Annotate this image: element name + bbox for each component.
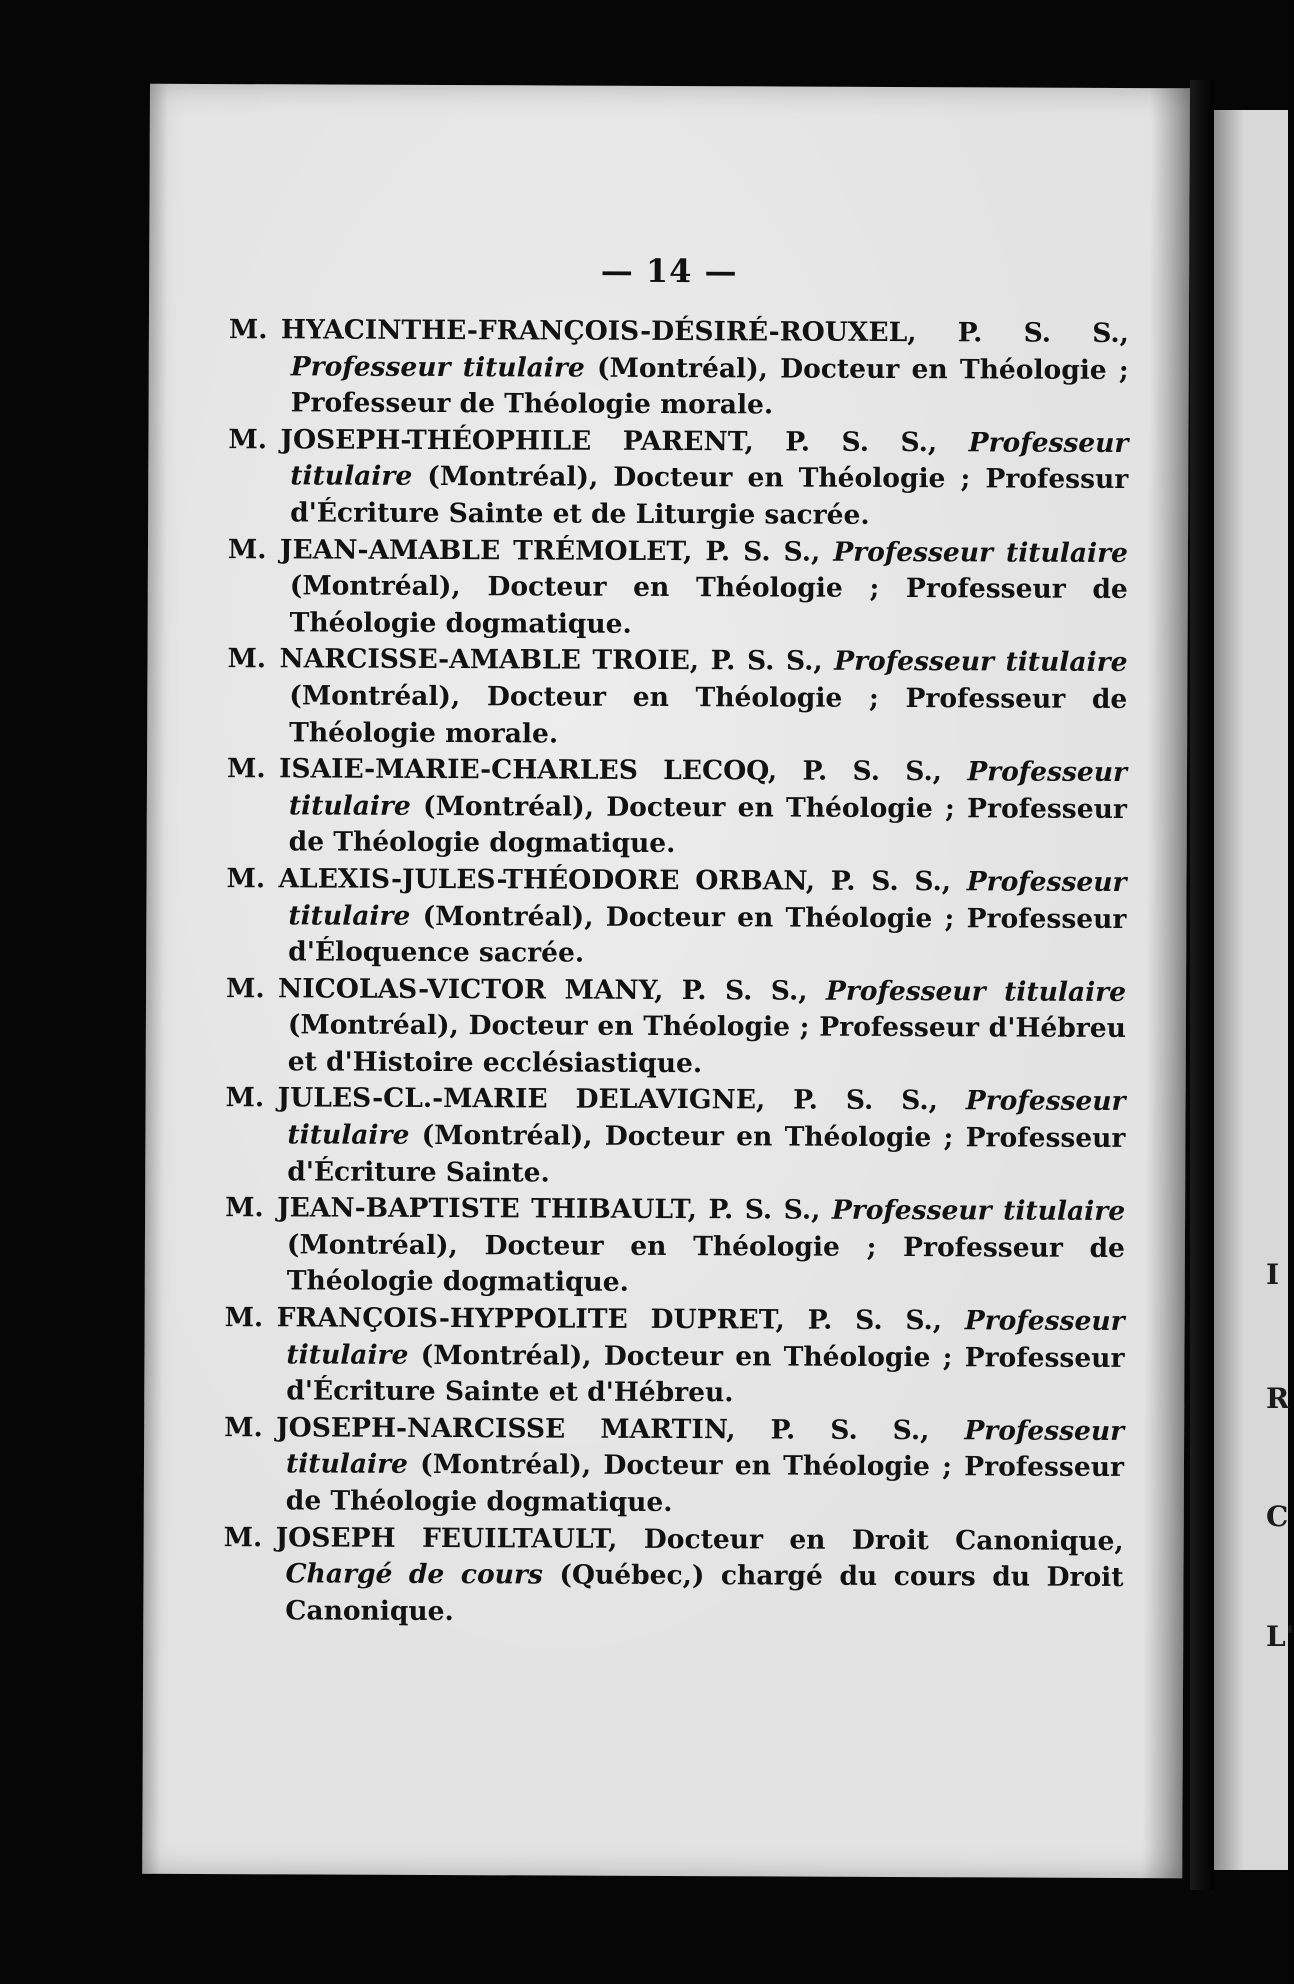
faculty-entry (229, 312, 1129, 426)
adjacent-page-edge (1214, 110, 1288, 1870)
faculty-entry (225, 1190, 1125, 1304)
book-page (142, 84, 1190, 1879)
entry-details: (Montréal), Docteur en Théologie ; Professeur de Théologie morale. (289, 680, 1128, 750)
entry-name: JOSEPH-THÉOPHILE PARENT, P. S. S., (280, 424, 938, 458)
faculty-entry (227, 641, 1127, 755)
faculty-entry (225, 1081, 1125, 1195)
entry-details: (Montréal), Docteur en Théologie ; Professeur de Théologie dogmatique. (289, 570, 1128, 640)
entry-name: JULES-CL.-MARIE DELAVIGNE, P. S. S., (277, 1082, 938, 1117)
faculty-entry (226, 861, 1126, 975)
faculty-entry (227, 751, 1127, 865)
entry-details: (Montréal), Docteur en Théologie ; Professeur d'Écriture Sainte. (287, 1119, 1126, 1189)
entry-title: Professeur titulaire (288, 866, 1127, 932)
entry-honorific: M. (226, 862, 266, 895)
entry-name: NARCISSE-AMABLE TROIE, P. S. S., (279, 643, 823, 678)
entry-title: Professeur titulaire (834, 646, 1128, 679)
adjacent-page-letter: C (1266, 1500, 1289, 1533)
book-gutter (1190, 80, 1214, 1890)
entry-details: (Montréal), Docteur en Théologie ; Professeur de Théologie morale. (290, 352, 1129, 421)
faculty-entry (224, 1410, 1124, 1524)
entry-title: Professeur titulaire (288, 756, 1128, 822)
entry-details: (Québec,) chargé du cours du Droit Canonique. (285, 1559, 1124, 1627)
entry-details: (Montréal), Docteur en Théologie ; Professeur de Théologie dogmatique. (285, 1449, 1125, 1519)
entry-details: (Montréal), Docteur en Théologie ; Professeur d'Écriture Sainte et d'Hébreu. (286, 1339, 1125, 1409)
faculty-entry (224, 1300, 1124, 1414)
entry-name: NICOLAS-VICTOR MANY, P. S. S., (277, 972, 808, 1007)
faculty-entry (228, 422, 1128, 536)
entry-honorific: M. (226, 753, 266, 785)
faculty-list (223, 312, 1129, 1633)
adjacent-page-letter: R (1266, 1382, 1290, 1415)
adjacent-page-letter: I (1266, 1258, 1280, 1291)
entry-honorific: M. (227, 643, 267, 675)
entry-title: Professeur titulaire (287, 1085, 1126, 1151)
entry-name: JOSEPH-NARCISSE MARTIN, P. S. S., (276, 1412, 930, 1446)
entry-honorific: M. (224, 1302, 264, 1334)
entry-details: (Montréal), Docteur en Théologie ; Professeur d'Éloquence sacrée. (288, 900, 1127, 969)
entry-name: HYACINTHE-FRANÇOIS-DÉSIRÉ-ROUXEL, P. S. S., (280, 314, 1129, 350)
entry-honorific: M. (227, 533, 267, 565)
entry-details: (Montréal), Docteur en Théologie ; Professeur de Théologie dogmatique. (288, 790, 1127, 860)
entry-name: ISAIE-MARIE-CHARLES LECOQ, P. S. S., (278, 753, 942, 788)
entry-honorific: M. (228, 423, 268, 456)
entry-name: FRANÇOIS-HYPPOLITE DUPRET, P. S. S., (276, 1302, 943, 1337)
entry-name: ALEXIS-JULES-THÉODORE ORBAN, P. S. S., (278, 863, 952, 898)
page-number: — 14 — (600, 251, 738, 291)
entry-name: JEAN-AMABLE TRÉMOLET, P. S. S., (279, 533, 821, 568)
entry-title: Professeur titulaire (290, 350, 585, 384)
entry-honorific: M. (225, 1082, 265, 1114)
entry-details: (Montréal), Docteur en Théologie ; Professeur de Théologie dogmatique. (286, 1229, 1126, 1299)
faculty-entry (226, 971, 1126, 1085)
entry-title: Professeur titulaire (831, 1194, 1126, 1228)
entry-honorific: M. (225, 972, 265, 1004)
entry-title: Professeur titulaire (290, 427, 1129, 493)
entry-honorific: M. (225, 1192, 264, 1224)
entry-title: Professeur titulaire (825, 975, 1127, 1008)
entry-name: JEAN-BAPTISTE THIBAULT, P. S. S., (277, 1192, 821, 1226)
entry-title: Professeur titulaire (286, 1305, 1125, 1371)
entry-title: Professeur titulaire (833, 536, 1129, 569)
entry-details: (Montréal), Docteur en Théologie ; Professur d'Écriture Sainte et de Liturgie sacrée. (290, 461, 1129, 531)
faculty-entry (223, 1520, 1123, 1634)
adjacent-page-letter: L' (1266, 1620, 1294, 1653)
faculty-entry (228, 532, 1128, 646)
entry-honorific: M. (223, 1521, 263, 1553)
entry-title: Professeur titulaire (285, 1415, 1125, 1481)
entry-name: JOSEPH FEUILTAULT, Docteur en Droit Canonique, (275, 1521, 1124, 1557)
entry-honorific: M. (228, 314, 268, 346)
entry-details: (Montréal), Docteur en Théologie ; Professeur d'Hébreu et d'Histoire ecclésiastique. (287, 1009, 1126, 1080)
entry-title: Chargé de cours (285, 1558, 543, 1591)
entry-honorific: M. (224, 1411, 263, 1444)
